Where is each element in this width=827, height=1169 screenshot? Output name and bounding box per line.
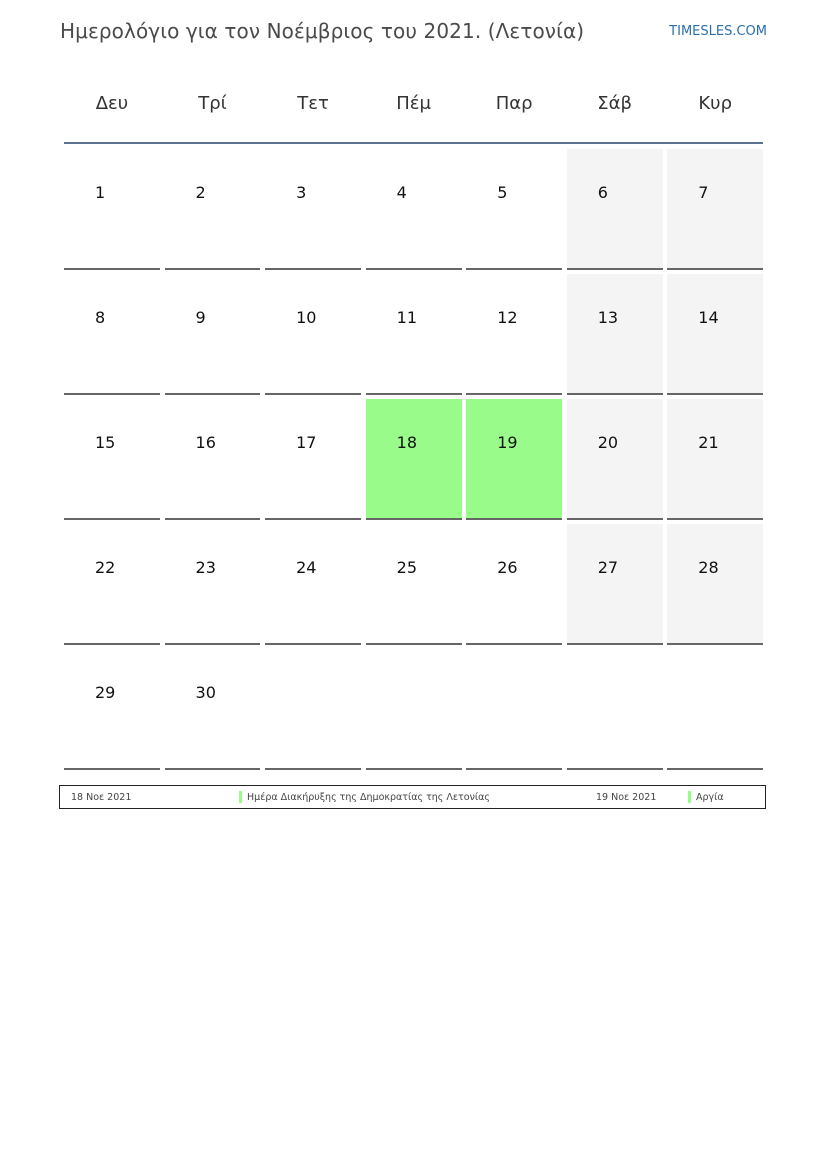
day-number: 8: [95, 308, 106, 327]
legend-date: 18 Νοε 2021: [71, 792, 132, 803]
day-number: 3: [296, 183, 307, 202]
day-cell[interactable]: [64, 524, 160, 645]
week-row: [64, 524, 763, 649]
day-number: 25: [396, 558, 417, 577]
legend-holiday-name: Ημέρα Διακήρυξης της Δημοκρατίας της Λετονίας: [247, 792, 490, 803]
day-number: 16: [195, 433, 216, 452]
day-cell[interactable]: [64, 149, 160, 270]
day-number: 28: [698, 558, 719, 577]
day-number: 26: [497, 558, 518, 577]
week-row: [64, 149, 763, 274]
day-number: 13: [597, 308, 619, 327]
day-number: 12: [497, 308, 518, 327]
legend-color-swatch: [239, 791, 242, 803]
day-cell-weekend[interactable]: [667, 399, 763, 520]
day-number: 9: [195, 308, 206, 327]
day-number: 1: [95, 183, 106, 202]
empty-cell: [265, 649, 361, 770]
empty-cell: [366, 649, 462, 770]
weekday-fri: Παρ: [495, 93, 533, 114]
empty-cell: [667, 649, 763, 770]
day-cell[interactable]: [265, 149, 361, 270]
day-cell[interactable]: [265, 524, 361, 645]
day-cell[interactable]: [366, 274, 462, 395]
day-number: 14: [698, 308, 719, 327]
legend-date: 19 Νοε 2021: [596, 792, 657, 803]
day-number: 23: [195, 558, 216, 577]
weekday-tue: Τρί: [198, 93, 227, 114]
day-cell-weekend[interactable]: [667, 524, 763, 645]
day-cell-weekend[interactable]: [567, 149, 663, 270]
day-number: 29: [95, 683, 116, 702]
weekday-wed: Τετ: [297, 93, 329, 114]
day-cell[interactable]: [466, 274, 562, 395]
empty-cell: [466, 649, 562, 770]
weeks: [64, 149, 763, 774]
day-cell[interactable]: [366, 149, 462, 270]
day-cell[interactable]: [64, 274, 160, 395]
weekday-thu: Πέμ: [396, 93, 431, 114]
day-number: 6: [597, 183, 608, 202]
day-number: 5: [497, 183, 508, 202]
day-cell[interactable]: [165, 524, 261, 645]
day-cell-weekend[interactable]: [667, 274, 763, 395]
day-cell[interactable]: [366, 524, 462, 645]
day-number: 24: [296, 558, 317, 577]
day-cell[interactable]: [466, 524, 562, 645]
day-cell[interactable]: [265, 399, 361, 520]
calendar-grid: [64, 80, 763, 774]
legend-color-swatch: [688, 791, 691, 803]
day-cell[interactable]: [265, 274, 361, 395]
week-row: [64, 274, 763, 399]
day-cell-weekend[interactable]: [567, 274, 663, 395]
day-number: 30: [195, 683, 216, 702]
week-row: [64, 649, 763, 774]
day-number: 27: [597, 558, 619, 577]
day-cell-weekend[interactable]: [667, 149, 763, 270]
day-number: 10: [296, 308, 317, 327]
day-number: 4: [396, 183, 407, 202]
day-number: 18: [396, 433, 417, 452]
day-cell[interactable]: [165, 274, 261, 395]
empty-cell: [567, 649, 663, 770]
day-cell[interactable]: [165, 399, 261, 520]
day-cell[interactable]: [165, 149, 261, 270]
day-cell-weekend[interactable]: [567, 524, 663, 645]
day-cell[interactable]: [64, 399, 160, 520]
brand-link[interactable]: TIMESLES.COM: [669, 24, 767, 39]
day-cell[interactable]: [165, 649, 261, 770]
weekday-sat: Σάβ: [597, 93, 633, 114]
day-cell[interactable]: [466, 149, 562, 270]
day-number: 19: [497, 433, 518, 452]
week-row: [64, 399, 763, 524]
legend-holiday-name: Αργία: [696, 792, 724, 803]
page-title: Ημερολόγιο για τον Νοέμβριος του 2021. (Λετονία): [60, 19, 585, 43]
day-cell[interactable]: [64, 649, 160, 770]
day-number: 7: [698, 183, 709, 202]
holiday-legend: [59, 785, 766, 809]
day-number: 2: [195, 183, 206, 202]
day-number: 21: [698, 433, 719, 452]
weekday-mon: Δευ: [95, 93, 129, 114]
day-number: 17: [296, 433, 317, 452]
day-number: 15: [95, 433, 116, 452]
day-number: 20: [597, 433, 619, 452]
weekday-sun: Κυρ: [698, 93, 733, 114]
day-cell-holiday[interactable]: [366, 399, 462, 520]
day-number: 22: [95, 558, 116, 577]
day-cell-weekend[interactable]: [567, 399, 663, 520]
weekday-header: [64, 80, 763, 144]
day-cell-holiday[interactable]: [466, 399, 562, 520]
day-number: 11: [396, 308, 417, 327]
